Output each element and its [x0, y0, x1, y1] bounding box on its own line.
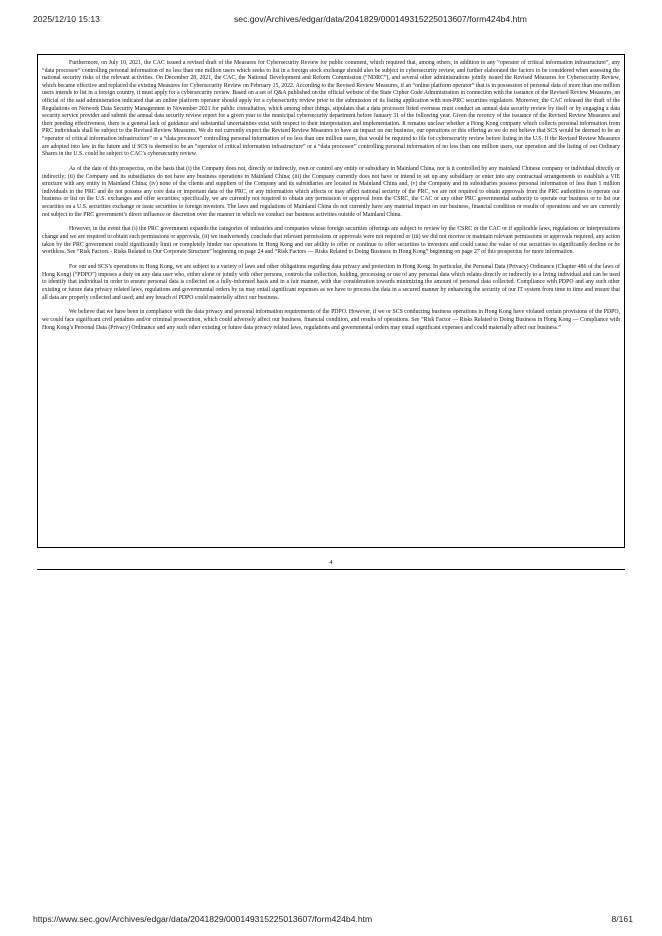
- paragraph-pdpo-obligations: For our and SCS’s operations in Hong Kong, we are subject to a variety of laws and other obligations regarding data privacy and protection in Hong Kong. In particular, the Personal Data (Privacy) Ordinance (Chapter 486 of the laws of Hong Kong) (“PDPO”) imposes a duty on any data user who, either alone or jointly with other persons, controls the collection, holding, processing or use of any personal data which relates directly or indirectly to a living individual and can be used to identify that individual in order to ensure personal data is collected on a fully-informed basis and in a fair manner, with due consideration towards minimizing the amount of personal data collected. Compliance with PDPO and any such other existing or future data privacy related laws, regulations and governmental orders by us may entail significant expenses as we have to process the data in a secured manner by enhancing the security of our IT system from time to time and ensure that all data are properly collected and used; and any breach of PDPO could materially affect our business.: [42, 264, 620, 301]
- paragraph-prc-risk: However, in the event that (i) the PRC government expands the categories of industries and companies whose foreign securities offerings are subject to review by the CSRC or the CAC or if applicable laws, regulations or interpretations change and we are required to obtain such permissions or approvals, (ii) we inadvertently conclude that relevant permissions or approvals were not required or (iii) we did not receive or maintain relevant permissions or approvals required, any action taken by the PRC government could significantly limit or completely hinder our operations in Hong Kong and our ability to offer or continue to offer securities to investors and could cause the value of our securities to significantly decline or be worthless. See “Risk Factors - Risks Related to Our Corporate Structure” beginning on page 24 and “Risk Factors — Risks Related to Doing Business in Hong Kong” beginning on page 27 of this prospectus for more information.: [42, 226, 620, 256]
- print-header: [0, 14, 662, 28]
- print-footer: [0, 914, 662, 928]
- page-number: 4: [329, 559, 333, 566]
- paragraph-permissions-status: As of the date of this prospectus, on the basis that (i) the Company does not, directly or indirectly, own or control any entity or subsidiary in Mainland China, nor is it controlled by any mainland Chinese company or individual directly or indirectly; (ii) the Company and its subsidiaries do not have any business operations in Mainland China; (iii) the Company currently does not have or intend to set up any subsidiary or enter into any contractual arrangements to establish a VIE structure with any entity in Mainland China; (iv) none of the clients and suppliers of the Company and its subsidiaries are located in Mainland China and, (v) the Company and its subsidiaries possess personal information of less than 1 million individuals in the PRC and do not possess any core data or important data of the PRC, or any information which affects or may affect national security of the PRC, we are not required to obtain approvals from the PRC authorities to operate our business or list on the U.S. exchanges and offer securities; specifically, we are currently not required to obtain any permission or approval from the CSRC, the CAC or any other PRC governmental authority to operate our business or to list our securities on a U.S. securities exchange or issue securities to foreign investors. The laws and regulations of Mainland China do not currently have any material impact on our business, financial condition or results of operations and we are currently not subject to the PRC government’s direct influence or discretion over the manner in which we conduct our business activities outside of Mainland China.: [42, 166, 620, 218]
- document-text-box: [37, 54, 625, 548]
- print-url: https://www.sec.gov/Archives/edgar/data/2041829/000149315225013607/form424b4.htm: [33, 914, 373, 924]
- paragraph-pdpo-compliance: We believe that we have been in compliance with the data privacy and personal information requirements of the PDPO. However, if we or SCS conducting business operations in Hong Kong have violated certain provisions of the PDPO, we could face significant civil penalties and/or criminal prosecution, which could adversely affect our business, financial condition, and results of operations. See “Risk Factor — Risks Related to Doing Business in Hong Kong — Compliance with Hong Kong’s Personal Data (Privacy) Ordinance and any such other existing or future data privacy related laws, regulations and governmental orders may entail significant expenses and could materially affect our business.”: [42, 309, 620, 331]
- page-divider: [37, 569, 625, 570]
- print-page-title: sec.gov/Archives/edgar/data/2041829/000149315225013607/form424b4.htm: [234, 14, 527, 24]
- paragraph-cybersecurity-review: Furthermore, on July 10, 2021, the CAC issued a revised draft of the Measures for Cybersecurity Review for public comment, which required that, among others, in addition to any “operator of critical information infrastructure”, any “data processor” controlling personal information of no less than one million users which seeks to list in a foreign stock exchange should also be subject to cybersecurity review, and further elaborated the factors to be considered when assessing the national security risks of the relevant activities. On December 28, 2021, the CAC, the National Development and Reform Commission (“NDRC”), and several other administrations jointly issued the Revised Measures for Cybersecurity Review, which became effective and replaced the existing Measures for Cybersecurity Review on February 15, 2022. According to the Revised Review Measures, if an “online platform operator” that is in possession of personal data of more than one million users intends to list in a foreign country, it must apply for a cybersecurity review. Based on a set of Q&A published on the official website of the State Cipher Code Administration in connection with the issuance of the Revised Review Measures, an official of the said administration indicated that an online platform operator should apply for a cybersecurity review prior to the submission of its listing application with non-PRC securities regulators. Moreover, the CAC released the draft of the Regulations on Network Data Security Management in November 2021 for public consultation, which among other things, stipulates that a data processor listed overseas must conduct an annual data security review by itself or by engaging a data security service provider and submit the annual data security review report for a given year to the municipal cybersecurity department before January 31 of the following year. Given the recency of the issuance of the Revised Review Measures and their pending effectiveness, there is a general lack of guidance and substantial uncertainties exist with respect to their interpretation and implementation. It remains unclear whether a Hong Kong company which collects personal information from PRC individuals shall be subject to the Revised Review Measures. We do not currently expect the Revised Review Measures to have an impact on our business, our operations or this offering as we do not believe that SCS would be deemed to be an “operator of critical information infrastructure” or a “data processor” controlling personal information of no less than one million users, that would be required to file for cybersecurity review before listing in the U.S. If the Revised Review Measures are adopted into law in the future and if SCS is deemed to be an “operator of critical information infrastructure” or a “data processor” controlling personal information of no less than one million users, our operation and the listing of our Ordinary Shares in the U.S. could be subject to CAC’s cybersecurity review.: [42, 60, 620, 158]
- print-datetime: 2025/12/10 15:13: [33, 14, 100, 24]
- print-page-counter: 8/161: [611, 914, 633, 924]
